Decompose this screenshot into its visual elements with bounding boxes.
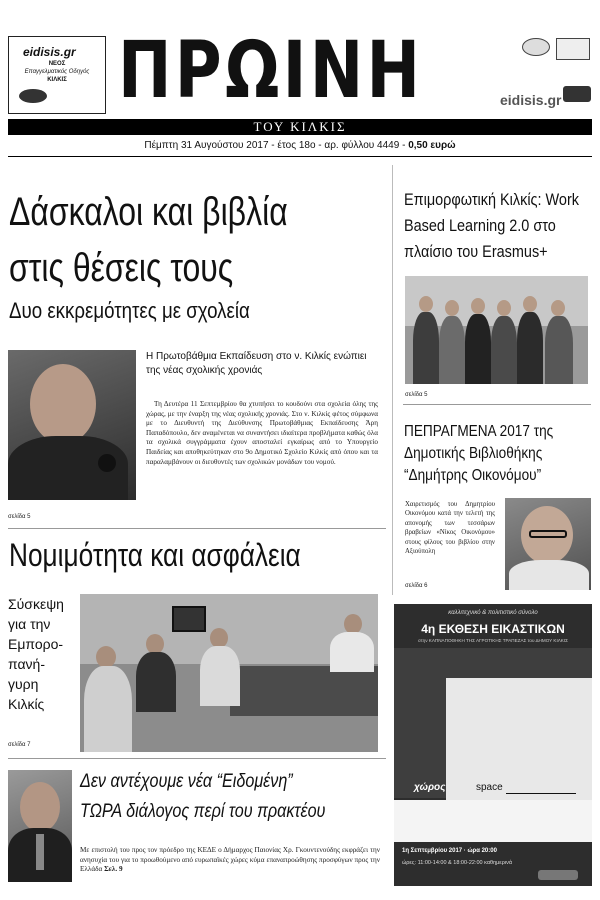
- story2-headline-line3: πλαίσιο του Erasmus+: [404, 242, 548, 261]
- site-icon: [563, 86, 591, 102]
- poster-subtitle: στην ΚΑΠΝΑΠΟΘΗΚΗ ΤΗΣ ΑΓΡΟΤΙΚΗΣ ΤΡΑΠΕΖΑΣ του ΔΗΜΟΥ ΚΙΛΚΙΣ: [418, 638, 568, 643]
- story5-headline-line2: ΤΩΡΑ διάλογος περί του πρακτέου: [80, 801, 326, 822]
- person-head: [497, 300, 511, 316]
- story4-side-line: γυρη: [8, 676, 39, 692]
- ad-phone-icon: [19, 89, 47, 103]
- ad-line-1: ΝΕΟΣ: [48, 61, 66, 67]
- ad-line-2: Επαγγελματικός Οδηγός: [24, 69, 90, 75]
- story2-page-ref[interactable]: σελίδα 5: [405, 392, 428, 398]
- person-body: [545, 316, 573, 384]
- story3-headline-line3: “Δημήτρης Οικονόμου”: [404, 467, 542, 484]
- tv-screen: [172, 606, 206, 632]
- person-body: [413, 312, 439, 384]
- person-body: [439, 316, 465, 384]
- story1-headline-line1[interactable]: Δάσκαλοι και βιβλία: [9, 190, 288, 234]
- poster-title: 4η ΕΚΘΕΣΗ ΕΙΚΑΣΤΙΚΩΝ: [421, 622, 565, 636]
- person-head: [523, 296, 537, 312]
- person-body: [465, 314, 491, 384]
- postage-stamp-icon: [556, 38, 590, 60]
- person-head: [551, 300, 565, 316]
- story1-lead: Η Πρωτοβάθμια Εκπαίδευση στο ν. Κιλκίς ενώπιει της νέας σχολικής χρονιάς: [146, 351, 367, 376]
- person-head: [96, 646, 116, 668]
- meeting-table: [230, 666, 378, 716]
- person-body: [509, 560, 589, 590]
- story3-photo[interactable]: [505, 498, 591, 590]
- poster-choros: χώρος: [414, 782, 446, 793]
- poster-space-label: space: [476, 782, 503, 793]
- story3-body: Χαιρετισμός του Δημητρίου Οικονόμου κατά την τελετή της απονομής των τεσσάρων βραβείων «Νίκος Οικονόμου» στους φίλους του βιβλίου στην Αξιούπολη: [405, 501, 495, 556]
- poster-date: 1η Σεπτεμβρίου 2017 · ώρα 20:00: [402, 848, 497, 854]
- newspaper-title: ΠΡΩΙΝΗ: [118, 26, 424, 116]
- story4-headline[interactable]: Νομιμότητα και ασφάλεια: [9, 537, 301, 573]
- story3-page-ref[interactable]: σελίδα 6: [405, 583, 428, 589]
- site-name[interactable]: eidisis.gr: [500, 92, 562, 108]
- person-body: [517, 312, 543, 384]
- story4-side-line: Εμπορο-: [8, 636, 64, 652]
- dateline: [0, 140, 600, 151]
- person-head: [344, 614, 362, 634]
- poster-logo: [538, 870, 578, 880]
- tie-icon: [36, 834, 44, 870]
- story3-headline-line1[interactable]: ΠΕΠΡΑΓΜΕΝΑ 2017 της: [404, 423, 554, 440]
- story1-subhead: Δυο εκκρεμότητες με σχολεία: [9, 298, 250, 323]
- glasses-icon: [529, 530, 567, 538]
- person-head: [419, 296, 433, 312]
- subtitle-bar: [8, 119, 592, 135]
- person-head: [146, 634, 164, 654]
- story4-side-text: [8, 594, 80, 714]
- person-body: [330, 632, 374, 672]
- person-head: [30, 364, 96, 444]
- person-head: [471, 298, 485, 314]
- column-divider: [392, 165, 393, 595]
- dateline-text: Πέμπτη 31 Αυγούστου 2017 - έτος 18ο - αρ. φύλλου 4449 -: [144, 140, 406, 151]
- story5-headline-line1[interactable]: Δεν αντέχουμε νέα “Ειδομένη”: [80, 771, 293, 792]
- section-divider: [8, 528, 386, 529]
- price: 0,50 ευρώ: [408, 140, 456, 151]
- person-head: [445, 300, 459, 316]
- newspaper-subtitle: ΤΟΥ ΚΙΛΚΙΣ: [253, 119, 347, 134]
- story5-photo[interactable]: [8, 770, 72, 882]
- ad-logo: eidisis.gr: [23, 45, 76, 59]
- classified-ad-box[interactable]: [8, 36, 106, 114]
- person-body: [84, 666, 132, 752]
- person-body: [200, 646, 240, 706]
- story1-body: Τη Δευτέρα 11 Σεπτεμβρίου θα χτυπήσει το κουδούνι στα σχολεία όλης της χώρας, με την έναρξη της νέας σχολικής χρονιάς. Στο ν. Κιλκίς φέτος σύμφωνα με το Διευθυντή της Διεύθυνσης Πρωτοβάθμιας Εκπαίδευσης Άρη Παπαδόπουλο, δεν αναμένεται να συναντήσει ιδιαίτερα προβλήματα καθώς όλα τα σχολικά συγγράμματα έχουν αποσταλεί εγκαίρως από το Υπουργείο Παιδείας και αποθηκεύτηκαν στο 9ο Δημοτικό Σχολείο Κιλκίς από όπου και τα παραλαμβάνουν οι διευθυντές των σχολικών μονάδων του νομού.: [146, 400, 378, 466]
- story1-headline-line2[interactable]: στις θέσεις τους: [9, 246, 234, 290]
- story5-page-ref[interactable]: Σελ. 9: [104, 865, 123, 874]
- section-divider: [8, 758, 386, 759]
- story2-headline-line1[interactable]: Επιμορφωτική Κιλκίς: Work: [404, 190, 580, 209]
- story2-headline-line2: Based Learning 2.0 στο: [404, 216, 556, 235]
- poster-top-line: καλλιτεχνικό & πολιτιστικό σύνολο: [448, 610, 538, 616]
- poster-hours: ώρες: 11:00-14:00 & 18:00-22:00 καθημερινά: [402, 860, 513, 866]
- story1-page-ref[interactable]: σελίδα 5: [8, 514, 31, 520]
- person-head: [210, 628, 228, 648]
- story2-group-photo[interactable]: [405, 276, 588, 384]
- poster-space-underline: [506, 793, 576, 794]
- story4-side-line: πανή-: [8, 656, 46, 672]
- story5-body: [80, 846, 380, 886]
- masthead-divider: [8, 156, 592, 157]
- exhibition-poster[interactable]: [394, 604, 592, 886]
- person-body: [491, 316, 517, 384]
- postage-badge: [522, 38, 550, 56]
- right-divider: [403, 404, 591, 405]
- microphone-icon: [98, 454, 116, 472]
- story1-photo[interactable]: [8, 350, 136, 500]
- story4-page-ref[interactable]: σελίδα 7: [8, 742, 31, 748]
- story4-side-line: Σύσκεψη: [8, 596, 64, 612]
- poster-room-floor: [394, 800, 592, 842]
- story4-meeting-photo[interactable]: [80, 594, 378, 752]
- story5-body-text: Με επιστολή του προς τον πρόεδρο της ΚΕΔΕ ο Δήμαρχος Παιονίας Χρ. Γκουντενούδης εκφράζει την ανησυχία του για το προωθούμενο από ευρωπαϊκές χώρες κύμα επαναπροώθησης προσφύγων προς την Ελλάδα: [80, 846, 380, 874]
- story4-side-line: Κιλκίς: [8, 696, 45, 712]
- person-body: [136, 652, 176, 712]
- story4-side-line: για την: [8, 616, 51, 632]
- person-head: [20, 782, 60, 832]
- story3-headline-line2: Δημοτικής Βιβλιοθήκης: [404, 445, 543, 462]
- ad-line-3: ΚΙΛΚΙΣ: [47, 77, 67, 83]
